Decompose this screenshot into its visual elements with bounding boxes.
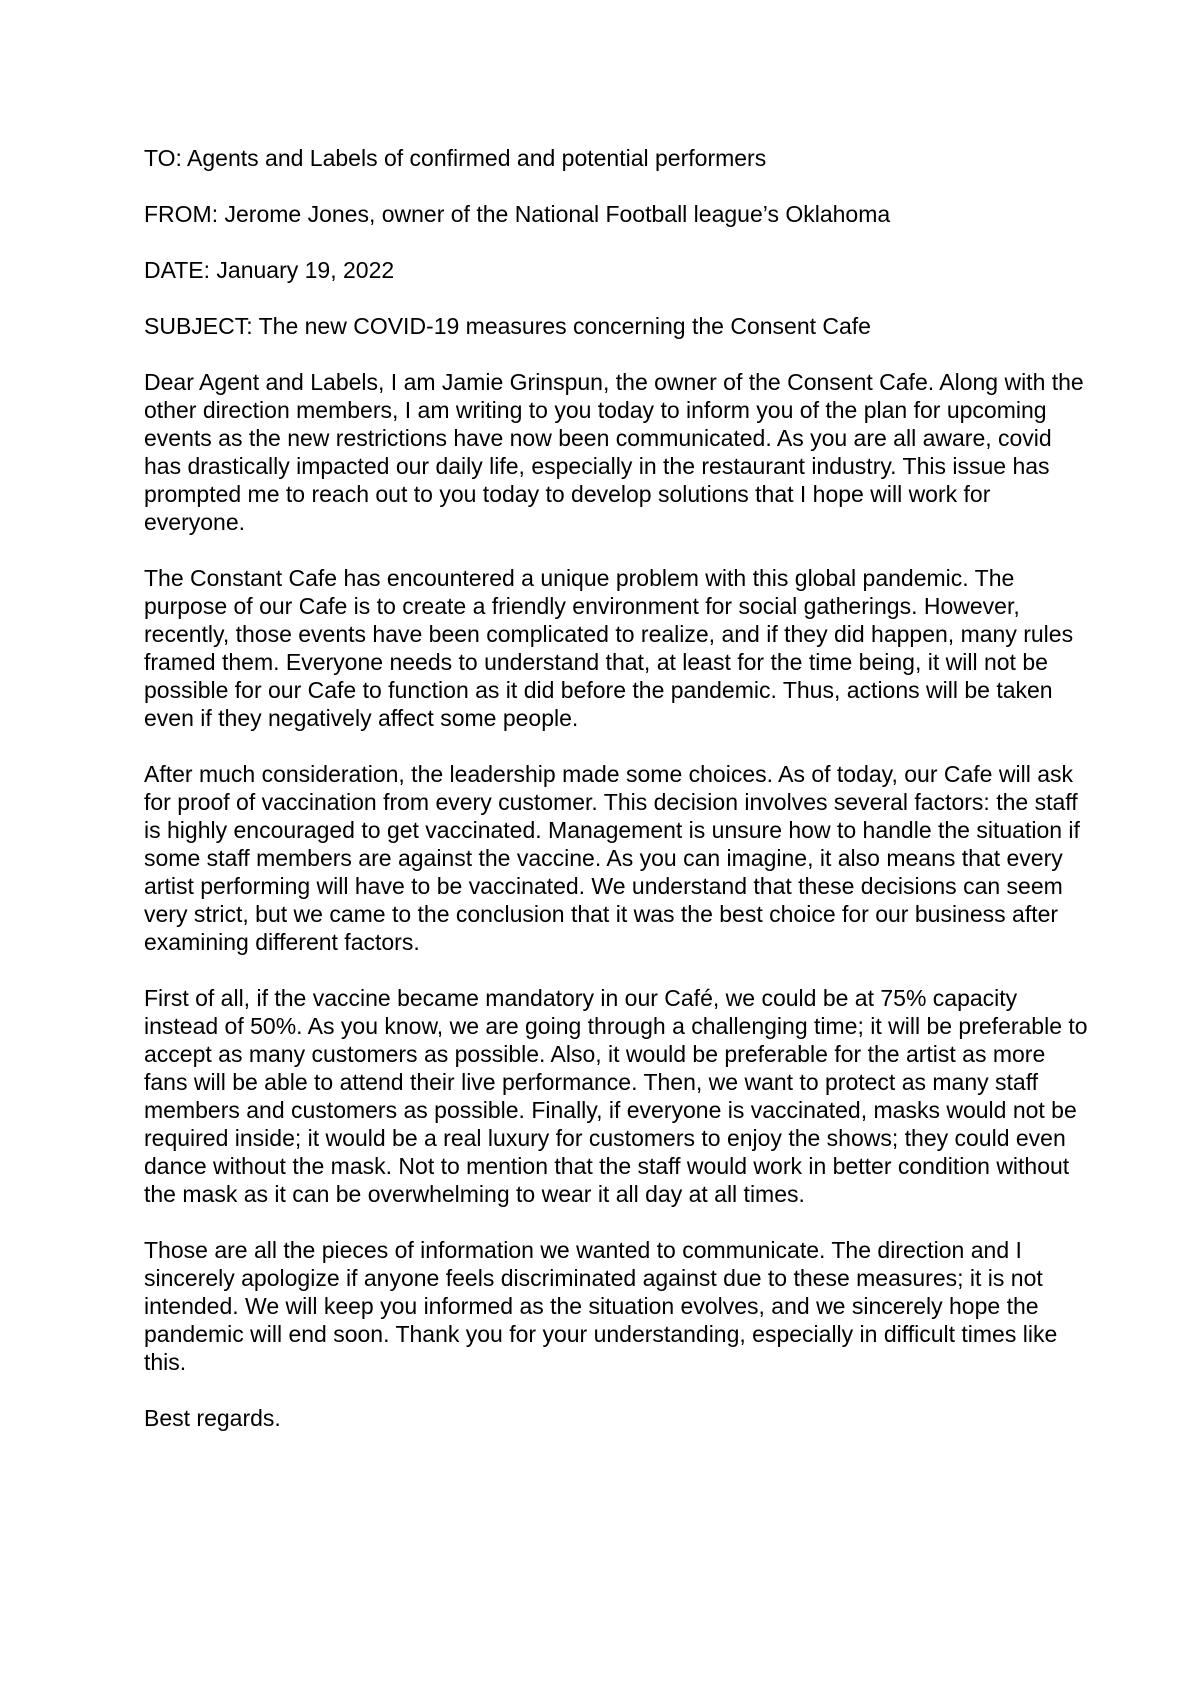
paragraph-decision: After much consideration, the leadership made some choices. As of today, our Cafe will ask for proof of vaccination from every customer. This decision involves several factors: the staff is highly encouraged to get vaccinated. Management is unsure how to handle the situation if some staff members are against the vaccine. As you can imagine, it also means that every artist performing will have to be vaccinated. We understand that these decisions can seem very strict, but we came to the conclusion that it was the best choice for our business after examining different factors. — [144, 761, 1080, 955]
memo-subject-line: SUBJECT: The new COVID-19 measures concerning the Consent Cafe — [144, 313, 871, 339]
memo-letter — [144, 144, 1088, 1432]
paragraph-problem: The Constant Cafe has encountered a unique problem with this global pandemic. The purpose of our Cafe is to create a friendly environment for social gatherings. However, recently, those events have been complicated to realize, and if they did happen, many rules framed them. Everyone needs to understand that, at least for the time being, it will not be possible for our Cafe to function as it did before the pandemic. Thus, actions will be taken even if they negatively affect some people. — [144, 565, 1074, 731]
closing-line: Best regards. — [144, 1405, 281, 1431]
memo-from-line: FROM: Jerome Jones, owner of the National Football league’s Oklahoma — [144, 201, 891, 227]
paragraph-conclusion: Those are all the pieces of information we wanted to communicate. The direction and I sincerely apologize if anyone feels discriminated against due to these measures; it is not intended. We will keep you informed as the situation evolves, and we sincerely hope the pandemic will end soon. Thank you for your understanding, especially in difficult times like this. — [144, 1237, 1058, 1375]
memo-date-line: DATE: January 19, 2022 — [144, 257, 395, 283]
memo-to-line: TO: Agents and Labels of confirmed and potential performers — [144, 145, 767, 171]
paragraph-reasons: First of all, if the vaccine became mandatory in our Café, we could be at 75% capacity instead of 50%. As you know, we are going through a challenging time; it will be preferable to accept as many customers as possible. Also, it would be preferable for the artist as more fans will be able to attend their live performance. Then, we want to protect as many staff members and customers as possible. Finally, if everyone is vaccinated, masks would not be required inside; it would be a real luxury for customers to enjoy the shows; they could even dance without the mask. Not to mention that the staff would work in better condition without the mask as it can be overwhelming to wear it all day at all times. — [144, 985, 1088, 1207]
paragraph-greeting: Dear Agent and Labels, I am Jamie Grinspun, the owner of the Consent Cafe. Along with the other direction members, I am writing to you today to inform you of the plan for upcoming events as the new restrictions have now been communicated. As you are all aware, covid has drastically impacted our daily life, especially in the restaurant industry. This issue has prompted me to reach out to you today to develop solutions that I hope will work for everyone. — [144, 369, 1084, 535]
